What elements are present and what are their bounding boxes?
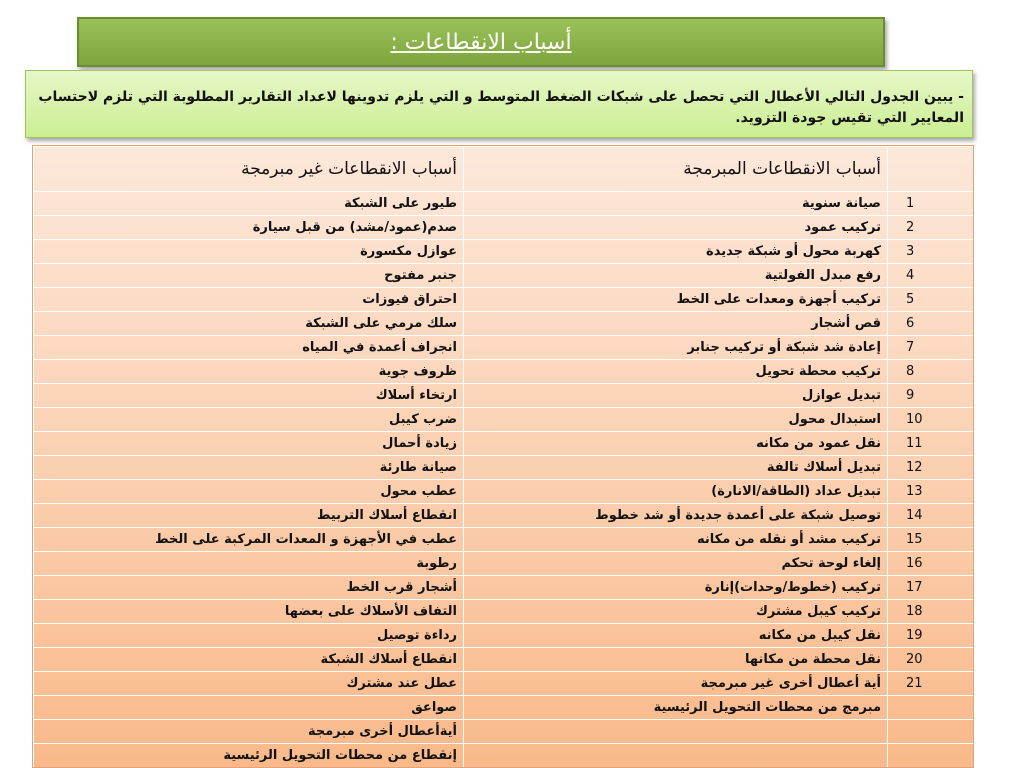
scheduled-cause: أية أعطال أخرى غير مبرمجة xyxy=(464,672,888,696)
scheduled-cause: قص أشجار xyxy=(464,312,888,336)
table-row xyxy=(34,216,974,240)
header-number xyxy=(888,147,974,192)
table-row xyxy=(34,744,974,768)
table-row xyxy=(34,336,974,360)
scheduled-cause: صيانة سنوية xyxy=(464,192,888,216)
slide-title: أسباب الانقطاعات : xyxy=(390,29,572,55)
row-number: 19 xyxy=(888,624,974,648)
unscheduled-cause: سلك مرمي على الشبكة xyxy=(34,312,464,336)
scheduled-cause: تركيب (خطوط/وحدات)إنارة xyxy=(464,576,888,600)
table-row xyxy=(34,672,974,696)
row-number: 1 xyxy=(888,192,974,216)
unscheduled-cause: صدم(عمود/مشد) من قبل سيارة xyxy=(34,216,464,240)
row-number: 13 xyxy=(888,480,974,504)
table-row xyxy=(34,360,974,384)
table-row xyxy=(34,288,974,312)
row-number xyxy=(888,720,974,744)
row-number: 15 xyxy=(888,528,974,552)
scheduled-cause: تركيب كيبل مشترك xyxy=(464,600,888,624)
scheduled-cause: تركيب مشد أو نقله من مكانه xyxy=(464,528,888,552)
unscheduled-cause: انجراف أعمدة في المياه xyxy=(34,336,464,360)
table-row xyxy=(34,720,974,744)
table-header-row xyxy=(34,147,974,192)
unscheduled-cause: عطل عند مشترك xyxy=(34,672,464,696)
row-number: 9 xyxy=(888,384,974,408)
table-row xyxy=(34,408,974,432)
scheduled-cause: كهربة محول أو شبكة جديدة xyxy=(464,240,888,264)
scheduled-cause: رفع مبدل الفولتية xyxy=(464,264,888,288)
table-row xyxy=(34,384,974,408)
row-number: 16 xyxy=(888,552,974,576)
row-number: 6 xyxy=(888,312,974,336)
row-number: 5 xyxy=(888,288,974,312)
table-row xyxy=(34,192,974,216)
scheduled-cause: توصيل شبكة على أعمدة جديدة أو شد خطوط xyxy=(464,504,888,528)
header-scheduled: أسباب الانقطاعات المبرمجة xyxy=(464,147,888,192)
scheduled-cause xyxy=(464,720,888,744)
row-number: 11 xyxy=(888,432,974,456)
row-number: 3 xyxy=(888,240,974,264)
unscheduled-cause: ظروف جوية xyxy=(34,360,464,384)
outage-causes-table xyxy=(33,146,974,768)
unscheduled-cause: انقطاع أسلاك التربيط xyxy=(34,504,464,528)
scheduled-cause: تبديل أسلاك تالفة xyxy=(464,456,888,480)
table-row xyxy=(34,504,974,528)
table-row xyxy=(34,576,974,600)
unscheduled-cause: ارتخاء أسلاك xyxy=(34,384,464,408)
scheduled-cause: تبديل عداد (الطاقة/الانارة) xyxy=(464,480,888,504)
scheduled-cause: مبرمج من محطات التحويل الرئيسية xyxy=(464,696,888,720)
table-row xyxy=(34,696,974,720)
scheduled-cause: إعادة شد شبكة أو تركيب جنابر xyxy=(464,336,888,360)
intro-text: - يبين الجدول التالي الأعطال التي تحصل على شبكات الضغط المتوسط و التي يلزم تدوينها لاعداد التقارير المطلوبة التي تلزم لاحتساب المعايير التي تقيس جودة التزويد. xyxy=(25,70,973,138)
table-row xyxy=(34,312,974,336)
scheduled-cause: تركيب محطة تحويل xyxy=(464,360,888,384)
row-number: 17 xyxy=(888,576,974,600)
unscheduled-cause: أشجار قرب الخط xyxy=(34,576,464,600)
scheduled-cause: تركيب عمود xyxy=(464,216,888,240)
row-number: 8 xyxy=(888,360,974,384)
unscheduled-cause: عطب محول xyxy=(34,480,464,504)
scheduled-cause: إلغاء لوحة تحكم xyxy=(464,552,888,576)
unscheduled-cause: عطب في الأجهزة و المعدات المركبة على الخط xyxy=(34,528,464,552)
unscheduled-cause: جنبر مفتوح xyxy=(34,264,464,288)
unscheduled-cause: صيانة طارئة xyxy=(34,456,464,480)
unscheduled-cause: إنقطاع من محطات التحويل الرئيسية xyxy=(34,744,464,768)
table-row xyxy=(34,456,974,480)
table-row xyxy=(34,480,974,504)
table-row xyxy=(34,624,974,648)
unscheduled-cause: رداءة توصيل xyxy=(34,624,464,648)
scheduled-cause xyxy=(464,744,888,768)
table-row xyxy=(34,552,974,576)
row-number: 4 xyxy=(888,264,974,288)
scheduled-cause: نقل كيبل من مكانه xyxy=(464,624,888,648)
table-row xyxy=(34,240,974,264)
row-number: 10 xyxy=(888,408,974,432)
row-number: 7 xyxy=(888,336,974,360)
unscheduled-cause: طيور على الشبكة xyxy=(34,192,464,216)
row-number xyxy=(888,696,974,720)
unscheduled-cause: أيةأعطال أخرى مبرمجة xyxy=(34,720,464,744)
header-unscheduled: أسباب الانقطاعات غير مبرمجة xyxy=(34,147,464,192)
table-row xyxy=(34,600,974,624)
unscheduled-cause: زيادة أحمال xyxy=(34,432,464,456)
table-row xyxy=(34,648,974,672)
unscheduled-cause: رطوبة xyxy=(34,552,464,576)
row-number: 12 xyxy=(888,456,974,480)
table-row xyxy=(34,432,974,456)
scheduled-cause: نقل عمود من مكانه xyxy=(464,432,888,456)
row-number: 14 xyxy=(888,504,974,528)
unscheduled-cause: التفاف الأسلاك على بعضها xyxy=(34,600,464,624)
unscheduled-cause: ضرب كيبل xyxy=(34,408,464,432)
unscheduled-cause: انقطاع أسلاك الشبكة xyxy=(34,648,464,672)
row-number: 2 xyxy=(888,216,974,240)
row-number: 18 xyxy=(888,600,974,624)
table-body xyxy=(34,192,974,768)
row-number: 21 xyxy=(888,672,974,696)
scheduled-cause: استبدال محول xyxy=(464,408,888,432)
row-number: 20 xyxy=(888,648,974,672)
unscheduled-cause: صواعق xyxy=(34,696,464,720)
scheduled-cause: تركيب أجهزة ومعدات على الخط xyxy=(464,288,888,312)
unscheduled-cause: احتراق فيوزات xyxy=(34,288,464,312)
table-row xyxy=(34,264,974,288)
slide-title-box xyxy=(77,17,885,67)
table-row xyxy=(34,528,974,552)
unscheduled-cause: عوازل مكسورة xyxy=(34,240,464,264)
row-number xyxy=(888,744,974,768)
scheduled-cause: نقل محطة من مكانها xyxy=(464,648,888,672)
scheduled-cause: تبديل عوازل xyxy=(464,384,888,408)
outage-causes-table-container xyxy=(32,145,974,768)
